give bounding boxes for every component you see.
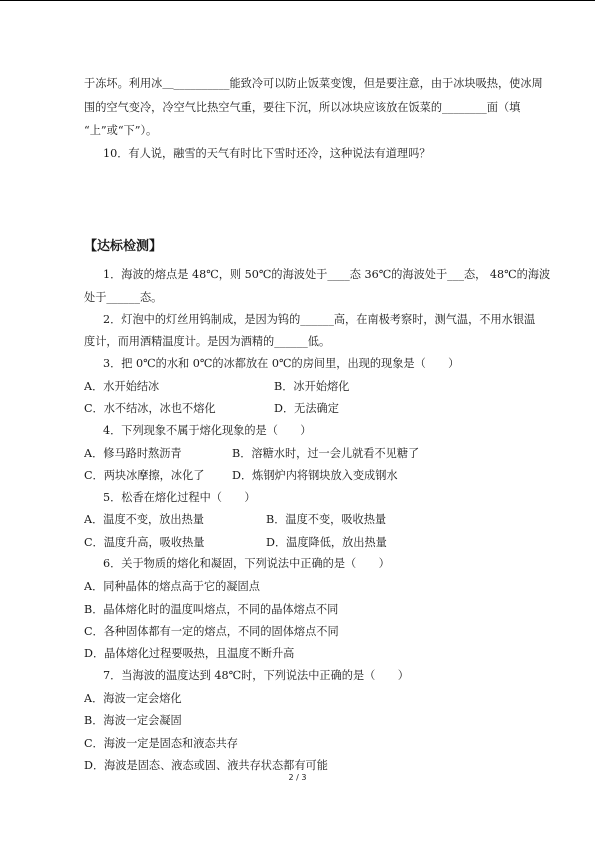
question-7-option-b: B．海波一定会凝固 xyxy=(84,714,182,727)
intro-line-1: 于冻坏。利用冰＿__________能致冷可以防止饭菜变馊，但是要注意，由于冰块吸热，使冰周 xyxy=(84,77,543,90)
question-3-stem: 3．把 0℃的水和 0℃的冰都放在 0℃的房间里，出现的现象是（ ） xyxy=(103,357,460,370)
question-5-options-row-1 xyxy=(84,513,568,527)
question-4-options-row-1 xyxy=(84,447,568,461)
option-b: B．温度不变，吸收热量 xyxy=(266,513,387,526)
question-1-line-1: 1．海波的熔点是 48℃，则 50℃的海波处于____态 36℃的海波处于___态， 48℃的海波 xyxy=(103,268,551,281)
question-2-line-2: 度计，而用酒精温度计。是因为酒精的______低。 xyxy=(84,335,331,348)
option-c: C．水不结冰，冰也不熔化 xyxy=(84,402,216,415)
question-7-stem: 7．当海波的温度达到 48℃时，下列说法中正确的是（ ） xyxy=(103,669,409,682)
question-6-option-c: C．各种固体都有一定的熔点，不同的固体熔点不同 xyxy=(84,625,339,638)
question-7-option-c: C．海波一定是固态和液态共存 xyxy=(84,737,238,750)
question-6-option-a: A．同种晶体的熔点高于它的凝固点 xyxy=(84,580,260,593)
question-3-options-row-2 xyxy=(84,402,568,416)
option-a: A．温度不变，放出热量 xyxy=(84,513,204,526)
option-b: B．冰开始熔化 xyxy=(274,380,350,393)
question-5-options-row-2 xyxy=(84,536,568,550)
question-4-stem: 4．下列现象不属于熔化现象的是（ ） xyxy=(103,424,312,437)
page-number: 2 / 3 xyxy=(288,773,307,782)
intro-line-3: “上”或“下”）。 xyxy=(84,124,158,137)
option-b: B．溶糖水时，过一会儿就看不见糖了 xyxy=(232,447,420,460)
question-4-options-row-2 xyxy=(84,469,568,483)
option-a: A．水开始结冰 xyxy=(84,380,160,393)
option-a: A．修马路时熬沥青 xyxy=(84,447,182,460)
question-7-option-a: A．海波一定会熔化 xyxy=(84,692,182,705)
question-5-stem: 5．松香在熔化过程中（ ） xyxy=(103,491,256,504)
question-2-line-1: 2．灯泡中的灯丝用钨制成，是因为钨的______高，在南极考察时，测气温，不用水银温 xyxy=(103,313,536,326)
question-1-line-2: 处于______态。 xyxy=(84,291,163,304)
option-c: C．温度升高，吸收热量 xyxy=(84,536,205,549)
question-6-option-d: D．晶体熔化过程要吸热，且温度不断升高 xyxy=(84,647,295,660)
option-d: D．无法确定 xyxy=(274,402,339,415)
option-d: D．温度降低，放出热量 xyxy=(266,536,387,549)
question-3-options-row-1 xyxy=(84,380,568,394)
question-10: 10．有人说，融雪的天气有时比下雪时还冷，这种说法有道理吗？ xyxy=(103,147,431,160)
question-6-stem: 6．关于物质的熔化和凝固，下列说法中正确的是（ ） xyxy=(103,557,390,570)
question-7-option-d: D．海波是固态、液态或固、液共存状态都有可能 xyxy=(84,759,328,772)
intro-line-2: 围的空气变冷，冷空气比热空气重，要往下沉，所以冰块应该放在饭菜的________面（填 xyxy=(84,101,521,114)
option-d: D．炼钢炉内将钢块放入变成钢水 xyxy=(232,469,398,482)
option-c: C．两块冰摩擦，冰化了 xyxy=(84,469,205,482)
question-6-option-b: B．晶体熔化时的温度叫熔点，不同的晶体熔点不同 xyxy=(84,603,339,616)
section-title: 【达标检测】 xyxy=(84,239,163,254)
